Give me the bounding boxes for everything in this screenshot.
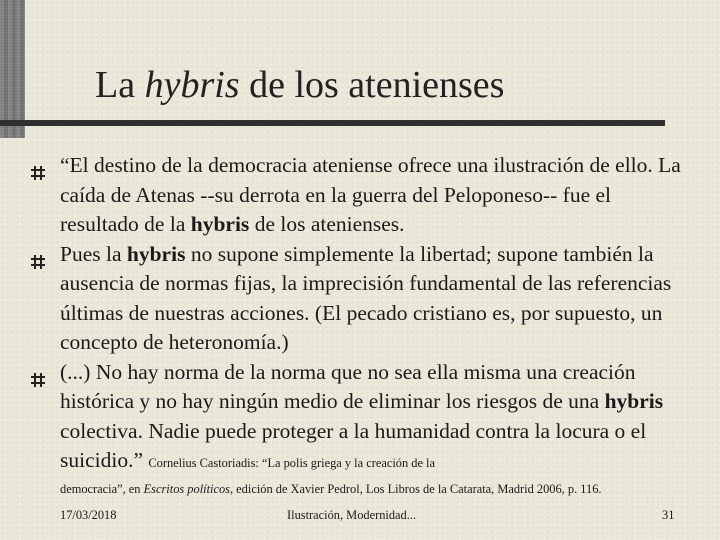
- title-italic-word: hybris: [144, 64, 240, 106]
- paragraph-text: colectiva. Nadie puede proteger a la humanidad contra la locura o el suicidio.”: [60, 418, 647, 472]
- source-citation: [60, 481, 602, 497]
- inline-citation: Cornelius Castoriadis: “La polis griega y la creación de la: [148, 456, 435, 470]
- footer-date: 17/03/2018: [60, 508, 117, 522]
- paragraph-text: no supone simplemente la libertad; supone también la ausencia de normas fijas, la imprecisión fundamental de las referencias últimas de nuestras acciones. (El pecado cristiano es, por supuesto, un concepto de heteronomía.): [60, 241, 672, 354]
- paragraph-text: (...) No hay norma de la norma que no sea ella misma una creación histórica y no hay ningún medio de eliminar los riesgos de una: [60, 359, 636, 413]
- paragraph-text: “El destino de la democracia ateniense ofrece una ilustración de ello. La caída de Atenas --su derrota en la guerra del Peloponeso-- fue el resultado de la: [60, 153, 681, 236]
- slide-body: [60, 151, 690, 479]
- hash-bullet-icon: [31, 366, 45, 380]
- source-after: , edición de Xavier Pedrol, Los Libros de la Catarata, Madrid 2006, p. 116.: [229, 482, 602, 496]
- title-part-1: La: [95, 64, 145, 106]
- footer-title: Ilustración, Modernidad...: [287, 508, 417, 522]
- slide-title: [95, 60, 504, 110]
- hybris-bold-term: hybris: [190, 212, 250, 236]
- hybris-bold-term: hybris: [126, 241, 186, 266]
- paragraph-text: Pues la: [60, 241, 127, 266]
- hybris-bold-term: hybris: [604, 389, 664, 413]
- title-underline-rule: [0, 120, 665, 126]
- bullet-paragraph: [60, 240, 690, 358]
- bullet-paragraph: [60, 358, 690, 479]
- decorative-vertical-bar: [0, 0, 25, 138]
- hash-bullet-icon: [31, 159, 45, 173]
- paragraph-text: de los atenienses.: [249, 212, 405, 236]
- hash-bullet-icon: [31, 248, 45, 262]
- title-part-2: de los atenienses: [239, 64, 505, 106]
- bullet-paragraph: [60, 151, 690, 240]
- source-book-title: Escritos políticos: [143, 482, 230, 496]
- source-before: democracia”, en: [60, 482, 144, 496]
- footer-page-number: 31: [662, 508, 675, 522]
